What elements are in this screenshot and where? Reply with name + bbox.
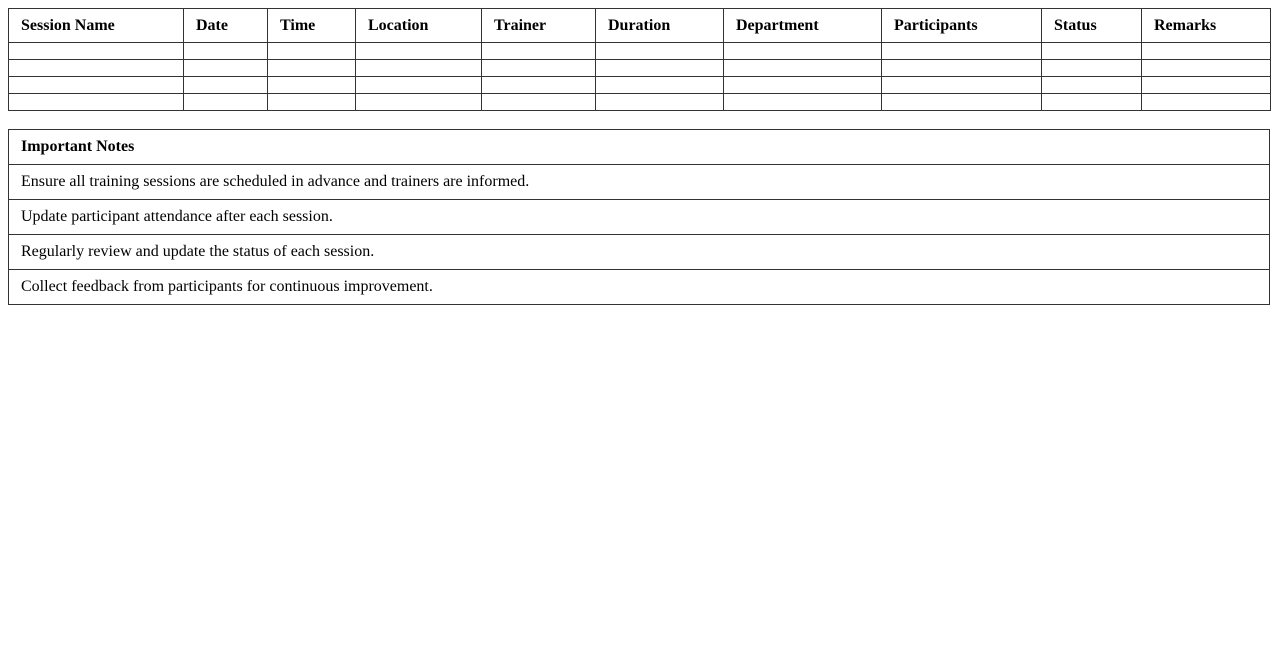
table-cell[interactable] [356,43,482,60]
table-cell[interactable] [482,77,596,94]
column-header-trainer: Trainer [482,9,596,43]
table-cell[interactable] [184,94,268,111]
table-cell[interactable] [268,94,356,111]
table-cell[interactable] [724,43,882,60]
table-cell[interactable] [1042,94,1142,111]
table-cell[interactable] [596,60,724,77]
note-row [9,165,1270,200]
table-cell[interactable] [184,60,268,77]
notes-title: Important Notes [9,130,1270,165]
table-cell[interactable] [184,43,268,60]
table-row [9,43,1271,60]
notes-title-row [9,130,1270,165]
note-item: Regularly review and update the status of each session. [9,235,1270,270]
note-item: Collect feedback from participants for continuous improvement. [9,270,1270,305]
table-cell[interactable] [1042,77,1142,94]
table-cell[interactable] [1142,43,1271,60]
table-cell[interactable] [356,94,482,111]
training-schedule-table [8,8,1271,111]
table-row [9,77,1271,94]
column-header-session-name: Session Name [9,9,184,43]
note-row [9,270,1270,305]
important-notes-table [8,129,1270,305]
column-header-time: Time [268,9,356,43]
table-cell[interactable] [882,60,1042,77]
note-item: Update participant attendance after each session. [9,200,1270,235]
table-cell[interactable] [356,60,482,77]
table-cell[interactable] [482,94,596,111]
table-cell[interactable] [184,77,268,94]
table-cell[interactable] [596,43,724,60]
table-cell[interactable] [1042,60,1142,77]
table-cell[interactable] [482,43,596,60]
table-cell[interactable] [268,60,356,77]
note-row [9,200,1270,235]
column-header-status: Status [1042,9,1142,43]
table-cell[interactable] [724,60,882,77]
column-header-date: Date [184,9,268,43]
table-cell[interactable] [268,77,356,94]
column-header-duration: Duration [596,9,724,43]
table-cell[interactable] [1142,60,1271,77]
table-cell[interactable] [9,43,184,60]
table-row [9,94,1271,111]
table-cell[interactable] [9,77,184,94]
table-cell[interactable] [1142,77,1271,94]
table-cell[interactable] [596,77,724,94]
table-cell[interactable] [882,43,1042,60]
table-row [9,60,1271,77]
table-cell[interactable] [268,43,356,60]
table-cell[interactable] [9,60,184,77]
column-header-participants: Participants [882,9,1042,43]
table-cell[interactable] [482,60,596,77]
note-row [9,235,1270,270]
column-header-department: Department [724,9,882,43]
table-cell[interactable] [882,77,1042,94]
table-cell[interactable] [882,94,1042,111]
table-cell[interactable] [596,94,724,111]
column-header-location: Location [356,9,482,43]
table-header-row [9,9,1271,43]
table-cell[interactable] [724,77,882,94]
table-cell[interactable] [9,94,184,111]
table-cell[interactable] [1142,94,1271,111]
table-cell[interactable] [356,77,482,94]
document-page [0,0,1278,305]
column-header-remarks: Remarks [1142,9,1271,43]
table-cell[interactable] [724,94,882,111]
note-item: Ensure all training sessions are scheduled in advance and trainers are informed. [9,165,1270,200]
table-cell[interactable] [1042,43,1142,60]
